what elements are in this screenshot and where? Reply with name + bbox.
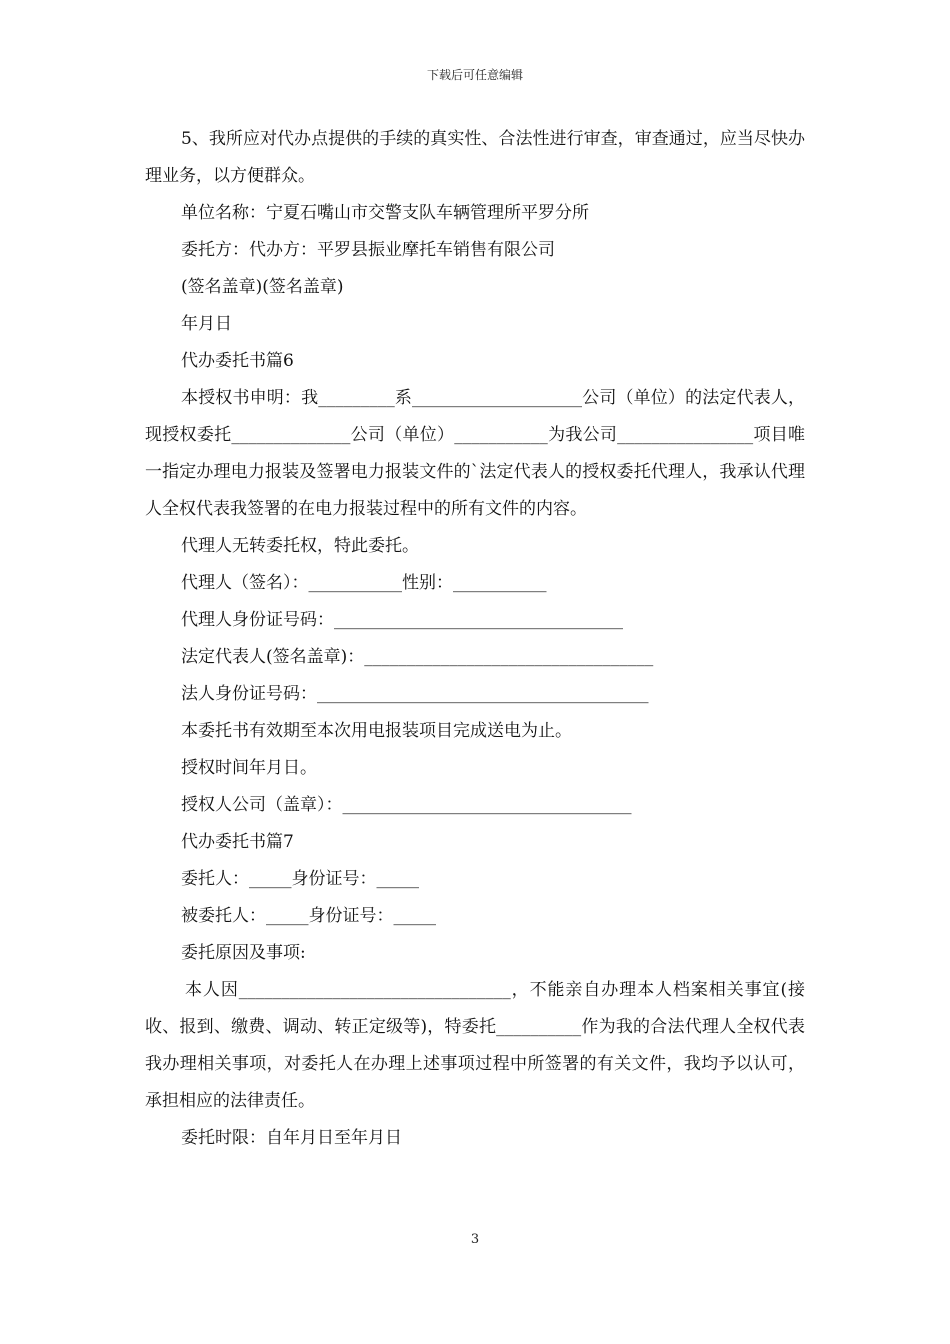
paragraph-clause-5: 5、我所应对代办点提供的手续的真实性、合法性进行审查，审查通过，应当尽快办理业务，以方便群众。	[145, 129, 805, 186]
field-company-seal: 授权人公司（盖章）：__________________________________	[181, 795, 632, 815]
field-agent-signature: 代理人（签名）：___________性别：___________	[181, 573, 547, 593]
paragraph-reason-body: 本人因________________________________，不能亲自办理本人档案相关事宜(接收、报到、缴费、调动、转正定级等)，特委托__________作为我的合法代理人全权代表我办理相关事项，对委托人在办理上述事项过程中所签署的有关文件，我均予以认可，承担相应的法律责任。	[145, 980, 805, 1111]
paragraph-auth-date: 授权时间年月日。	[181, 758, 317, 778]
field-legal-rep-signature: 法定代表人(签名盖章)：__________________________________	[181, 647, 654, 667]
document-body	[145, 121, 805, 1157]
field-principal: 委托人：_____身份证号：_____	[181, 869, 419, 889]
paragraph-signatures: (签名盖章)(签名盖章)	[181, 277, 344, 297]
field-agent: 被委托人：_____身份证号：_____	[181, 906, 436, 926]
paragraph-date: 年月日	[181, 314, 232, 334]
paragraph-authorization-statement: 本授权书申明：我_________系____________________公司（单位）的法定代表人，现授权委托______________公司（单位）___________为我公司________________项目唯一指定办理电力报装及签署电力报装文件的`法定代表人的授权委托代理人，我承认代理人全权代表我签署的在电力报装过程中的所有文件的内容。	[145, 388, 805, 519]
section-heading-7: 代办委托书篇7	[181, 832, 294, 852]
paragraph-unit-name: 单位名称：宁夏石嘴山市交警支队车辆管理所平罗分所	[181, 203, 589, 223]
page-number: 3	[470, 1232, 480, 1247]
paragraph-term: 委托时限：自年月日至年月日	[181, 1128, 402, 1148]
paragraph-no-subdelegation: 代理人无转委托权，特此委托。	[181, 536, 419, 556]
paragraph-reason-heading: 委托原因及事项:	[181, 943, 306, 963]
paragraph-validity: 本委托书有效期至本次用电报装项目完成送电为止。	[181, 721, 572, 741]
section-heading-6: 代办委托书篇6	[181, 351, 294, 371]
field-agent-id: 代理人身份证号码：__________________________________	[181, 610, 623, 630]
field-legal-rep-id: 法人身份证号码：_______________________________________	[181, 684, 649, 704]
paragraph-parties: 委托方：代办方：平罗县振业摩托车销售有限公司	[181, 240, 555, 260]
page-header: 下载后可任意编辑	[426, 68, 523, 82]
